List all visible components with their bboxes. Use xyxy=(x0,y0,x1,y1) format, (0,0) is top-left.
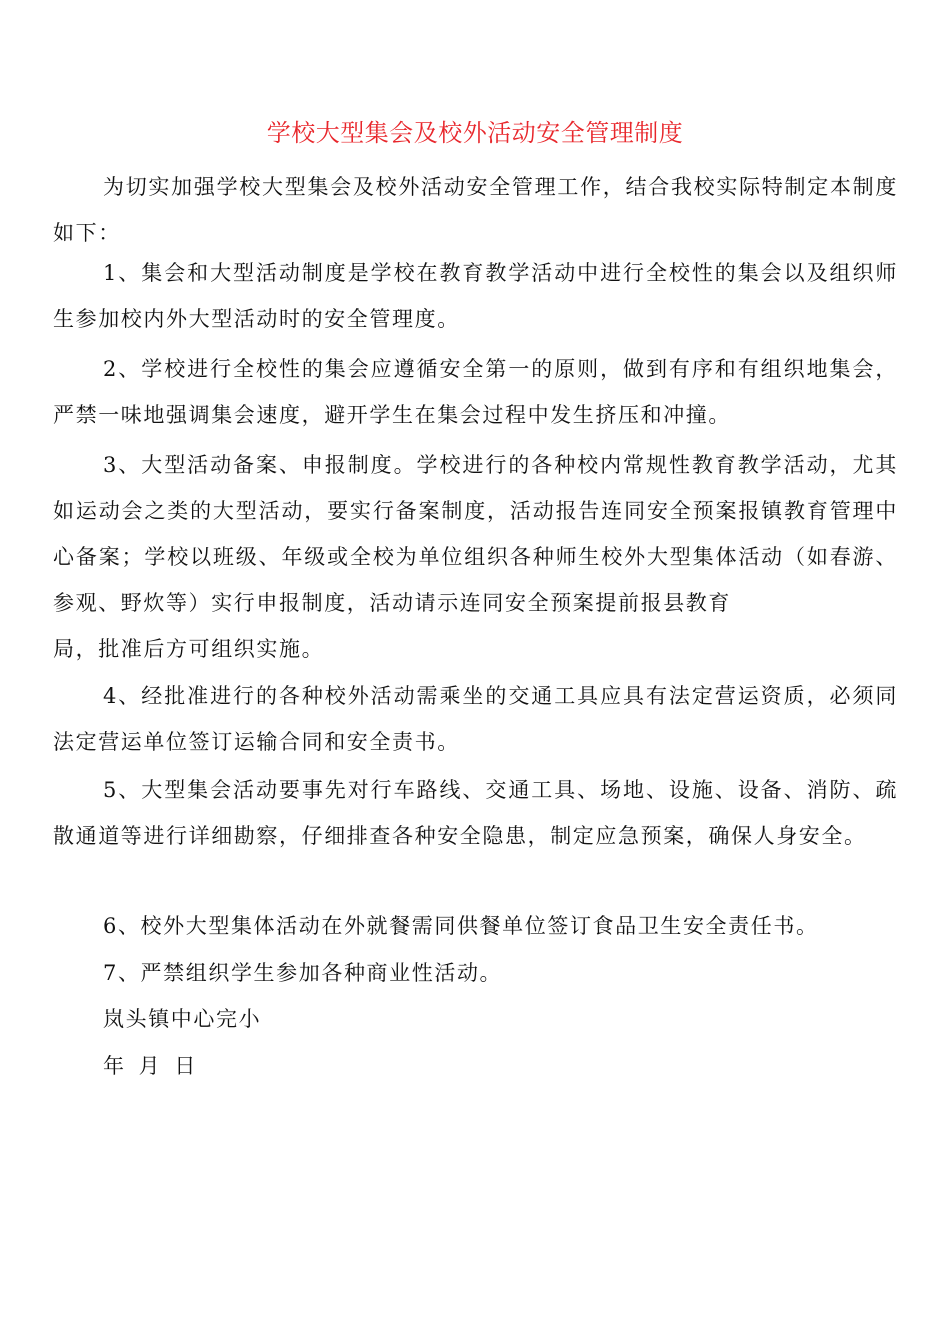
rule-item-3: 3、大型活动备案、申报制度。学校进行的各种校内常规性教育教学活动，尤其如运动会之类的大型活动，要实行备案制度，活动报告连同安全预案报镇教育管理中心备案；学校以班级、年级或全校为单位组织各种师生校外大型集体活动（如春游、参观、野炊等）实行申报制度，活动请示连同安全预案提前报县教育 xyxy=(53,453,898,615)
rule-item-6: 6、校外大型集体活动在外就餐需同供餐单位签订食品卫生安全责任书。 xyxy=(103,914,819,938)
date-line: 年 月 日 xyxy=(103,1054,200,1078)
rule-item-7: 7、严禁组织学生参加各种商业性活动。 xyxy=(103,961,503,985)
rule-item-5: 5、大型集会活动要事先对行车路线、交通工具、场地、设施、设备、消防、疏散通道等进行详细勘察，仔细排查各种安全隐患，制定应急预案，确保人身安全。 xyxy=(53,778,898,848)
rule-item-2: 2、学校进行全校性的集会应遵循安全第一的原则，做到有序和有组织地集会，严禁一味地强调集会速度，避开学生在集会过程中发生挤压和冲撞。 xyxy=(53,357,898,427)
rule-item-1: 1、集会和大型活动制度是学校在教育教学活动中进行全校性的集会以及组织师生参加校内外大型活动时的安全管理度。 xyxy=(53,261,898,331)
intro-paragraph: 为切实加强学校大型集会及校外活动安全管理工作，结合我校实际特制定本制度如下： xyxy=(53,175,898,245)
rule-item-4: 4、经批准进行的各种校外活动需乘坐的交通工具应具有法定营运资质，必须同法定营运单位签订运输合同和安全责书。 xyxy=(53,684,898,754)
signature: 岚头镇中心完小 xyxy=(103,1007,262,1031)
document-title: 学校大型集会及校外活动安全管理制度 xyxy=(266,119,684,147)
rule-item-3-continuation: 局，批准后方可组织实施。 xyxy=(53,637,325,661)
